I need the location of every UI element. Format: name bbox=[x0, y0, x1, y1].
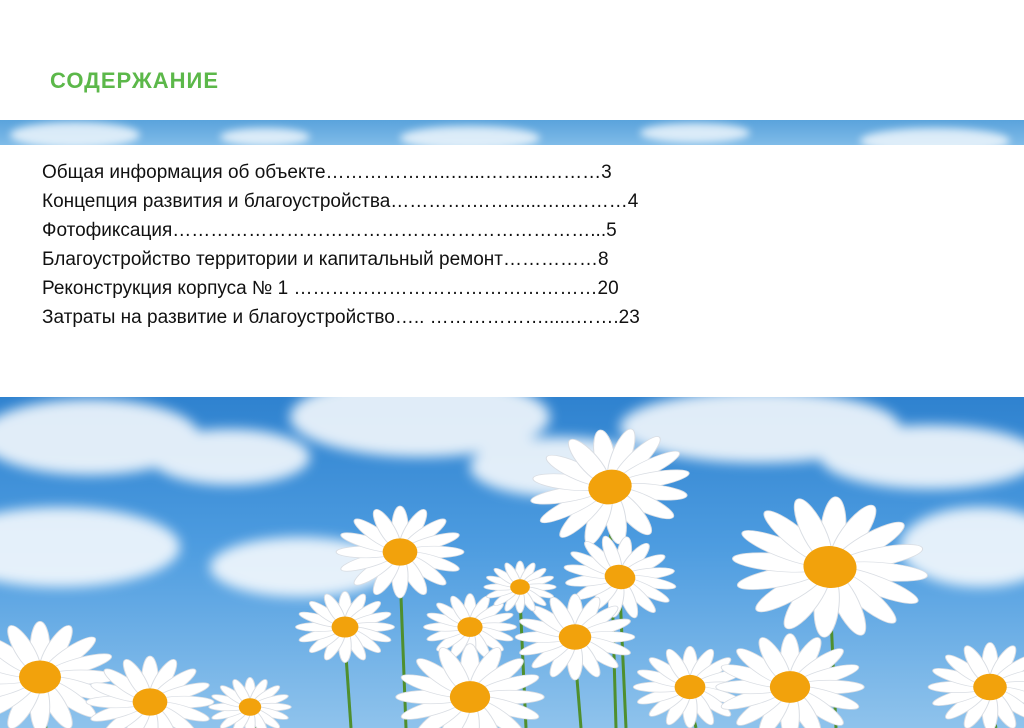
chamomile-photo bbox=[0, 397, 1024, 728]
toc-entry: Фотофиксация…………………………………………………………...5 bbox=[42, 220, 617, 241]
chamomile-flower bbox=[928, 643, 1024, 728]
flower-center bbox=[510, 579, 530, 594]
table-of-contents bbox=[42, 158, 640, 332]
toc-entry: Общая информация об объекте………………..…...……....………3 bbox=[42, 162, 612, 183]
sky-strip-image bbox=[0, 120, 1024, 145]
chamomile-flower bbox=[336, 506, 464, 598]
flower-center bbox=[383, 538, 418, 565]
toc-entry: Затраты на развитие и благоустройство….. ………………......…….23 bbox=[42, 307, 640, 328]
flower-center bbox=[450, 681, 490, 713]
toc-entry: Реконструкция корпуса № 1 …………………………………………20 bbox=[42, 278, 619, 299]
cloud bbox=[0, 507, 180, 587]
flower-center bbox=[770, 671, 810, 703]
chamomile-flowers-illustration bbox=[0, 397, 1024, 728]
chamomile-flower bbox=[296, 591, 395, 662]
chamomile-flower bbox=[726, 488, 933, 645]
cloud bbox=[150, 429, 310, 485]
flower-center bbox=[675, 675, 706, 699]
chamomile-flower bbox=[484, 561, 556, 613]
toc-entry: Концепция развития и благоустройства………….……......…..………4 bbox=[42, 191, 639, 212]
chamomile-flower bbox=[209, 677, 291, 728]
flower-center bbox=[559, 624, 591, 650]
flower-center bbox=[457, 617, 482, 637]
page-title: СОДЕРЖАНИЕ bbox=[50, 68, 220, 93]
flower-center bbox=[332, 616, 359, 637]
flower-center bbox=[133, 688, 168, 715]
chamomile-flower bbox=[716, 634, 864, 728]
chamomile-flower bbox=[86, 656, 214, 728]
flower-center bbox=[239, 698, 261, 716]
toc-entry: Благоустройство территории и капитальный ремонт……………8 bbox=[42, 249, 609, 270]
flower-center bbox=[973, 674, 1007, 700]
flower-stem bbox=[620, 594, 626, 728]
flower-center bbox=[19, 661, 61, 694]
